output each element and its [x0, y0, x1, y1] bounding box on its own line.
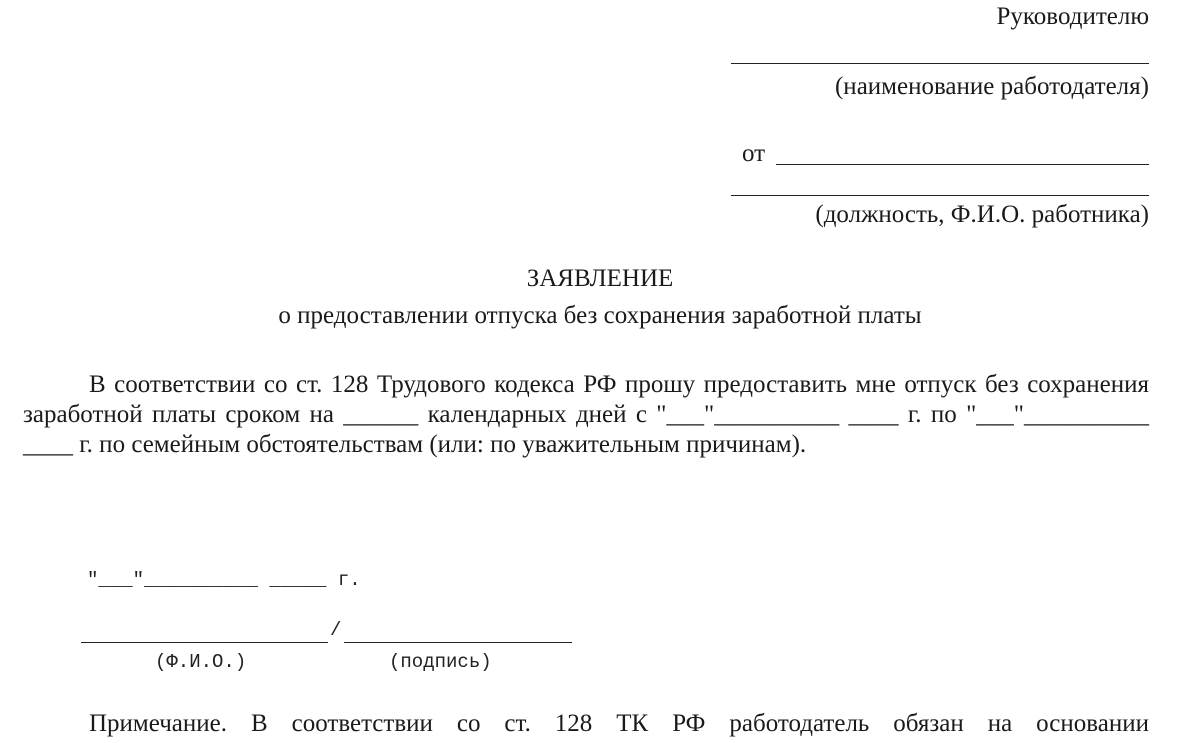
signature-caption: (подпись)	[389, 651, 492, 673]
date-line: "___"__________ _____ г.	[87, 569, 361, 591]
document-title: ЗАЯВЛЕНИЕ	[526, 265, 674, 292]
addressee-line: Руководителю	[996, 3, 1149, 30]
body-paragraph	[23, 370, 1149, 460]
note-paragraph: Примечание. В соответствии со ст. 128 ТК РФ работодатель обязан на основании	[89, 710, 1149, 737]
employee-blank	[731, 195, 1149, 196]
employee-caption: (должность, Ф.И.О. работника)	[815, 201, 1149, 228]
document-subtitle: о предоставлении отпуска без сохранения заработной платы	[278, 302, 922, 329]
from-label: от	[742, 140, 766, 167]
body-paragraph-text: В соответствии со ст. 128 Трудового кодекса РФ прошу предоставить мне отпуск без сохранения заработной платы сроком на ______ календарных дней с "___"__________ ____ г. по "___"__________ ____ г. по семейным обстоятельствам (или: по уважительным причинам).	[23, 371, 1149, 458]
signature-slash: /	[330, 619, 342, 641]
employer-caption: (наименование работодателя)	[834, 73, 1149, 100]
fio-caption: (Ф.И.О.)	[155, 651, 247, 673]
fio-blank	[81, 642, 328, 643]
signature-blank	[344, 642, 572, 643]
from-blank	[776, 164, 1149, 165]
employer-name-blank	[731, 63, 1149, 64]
